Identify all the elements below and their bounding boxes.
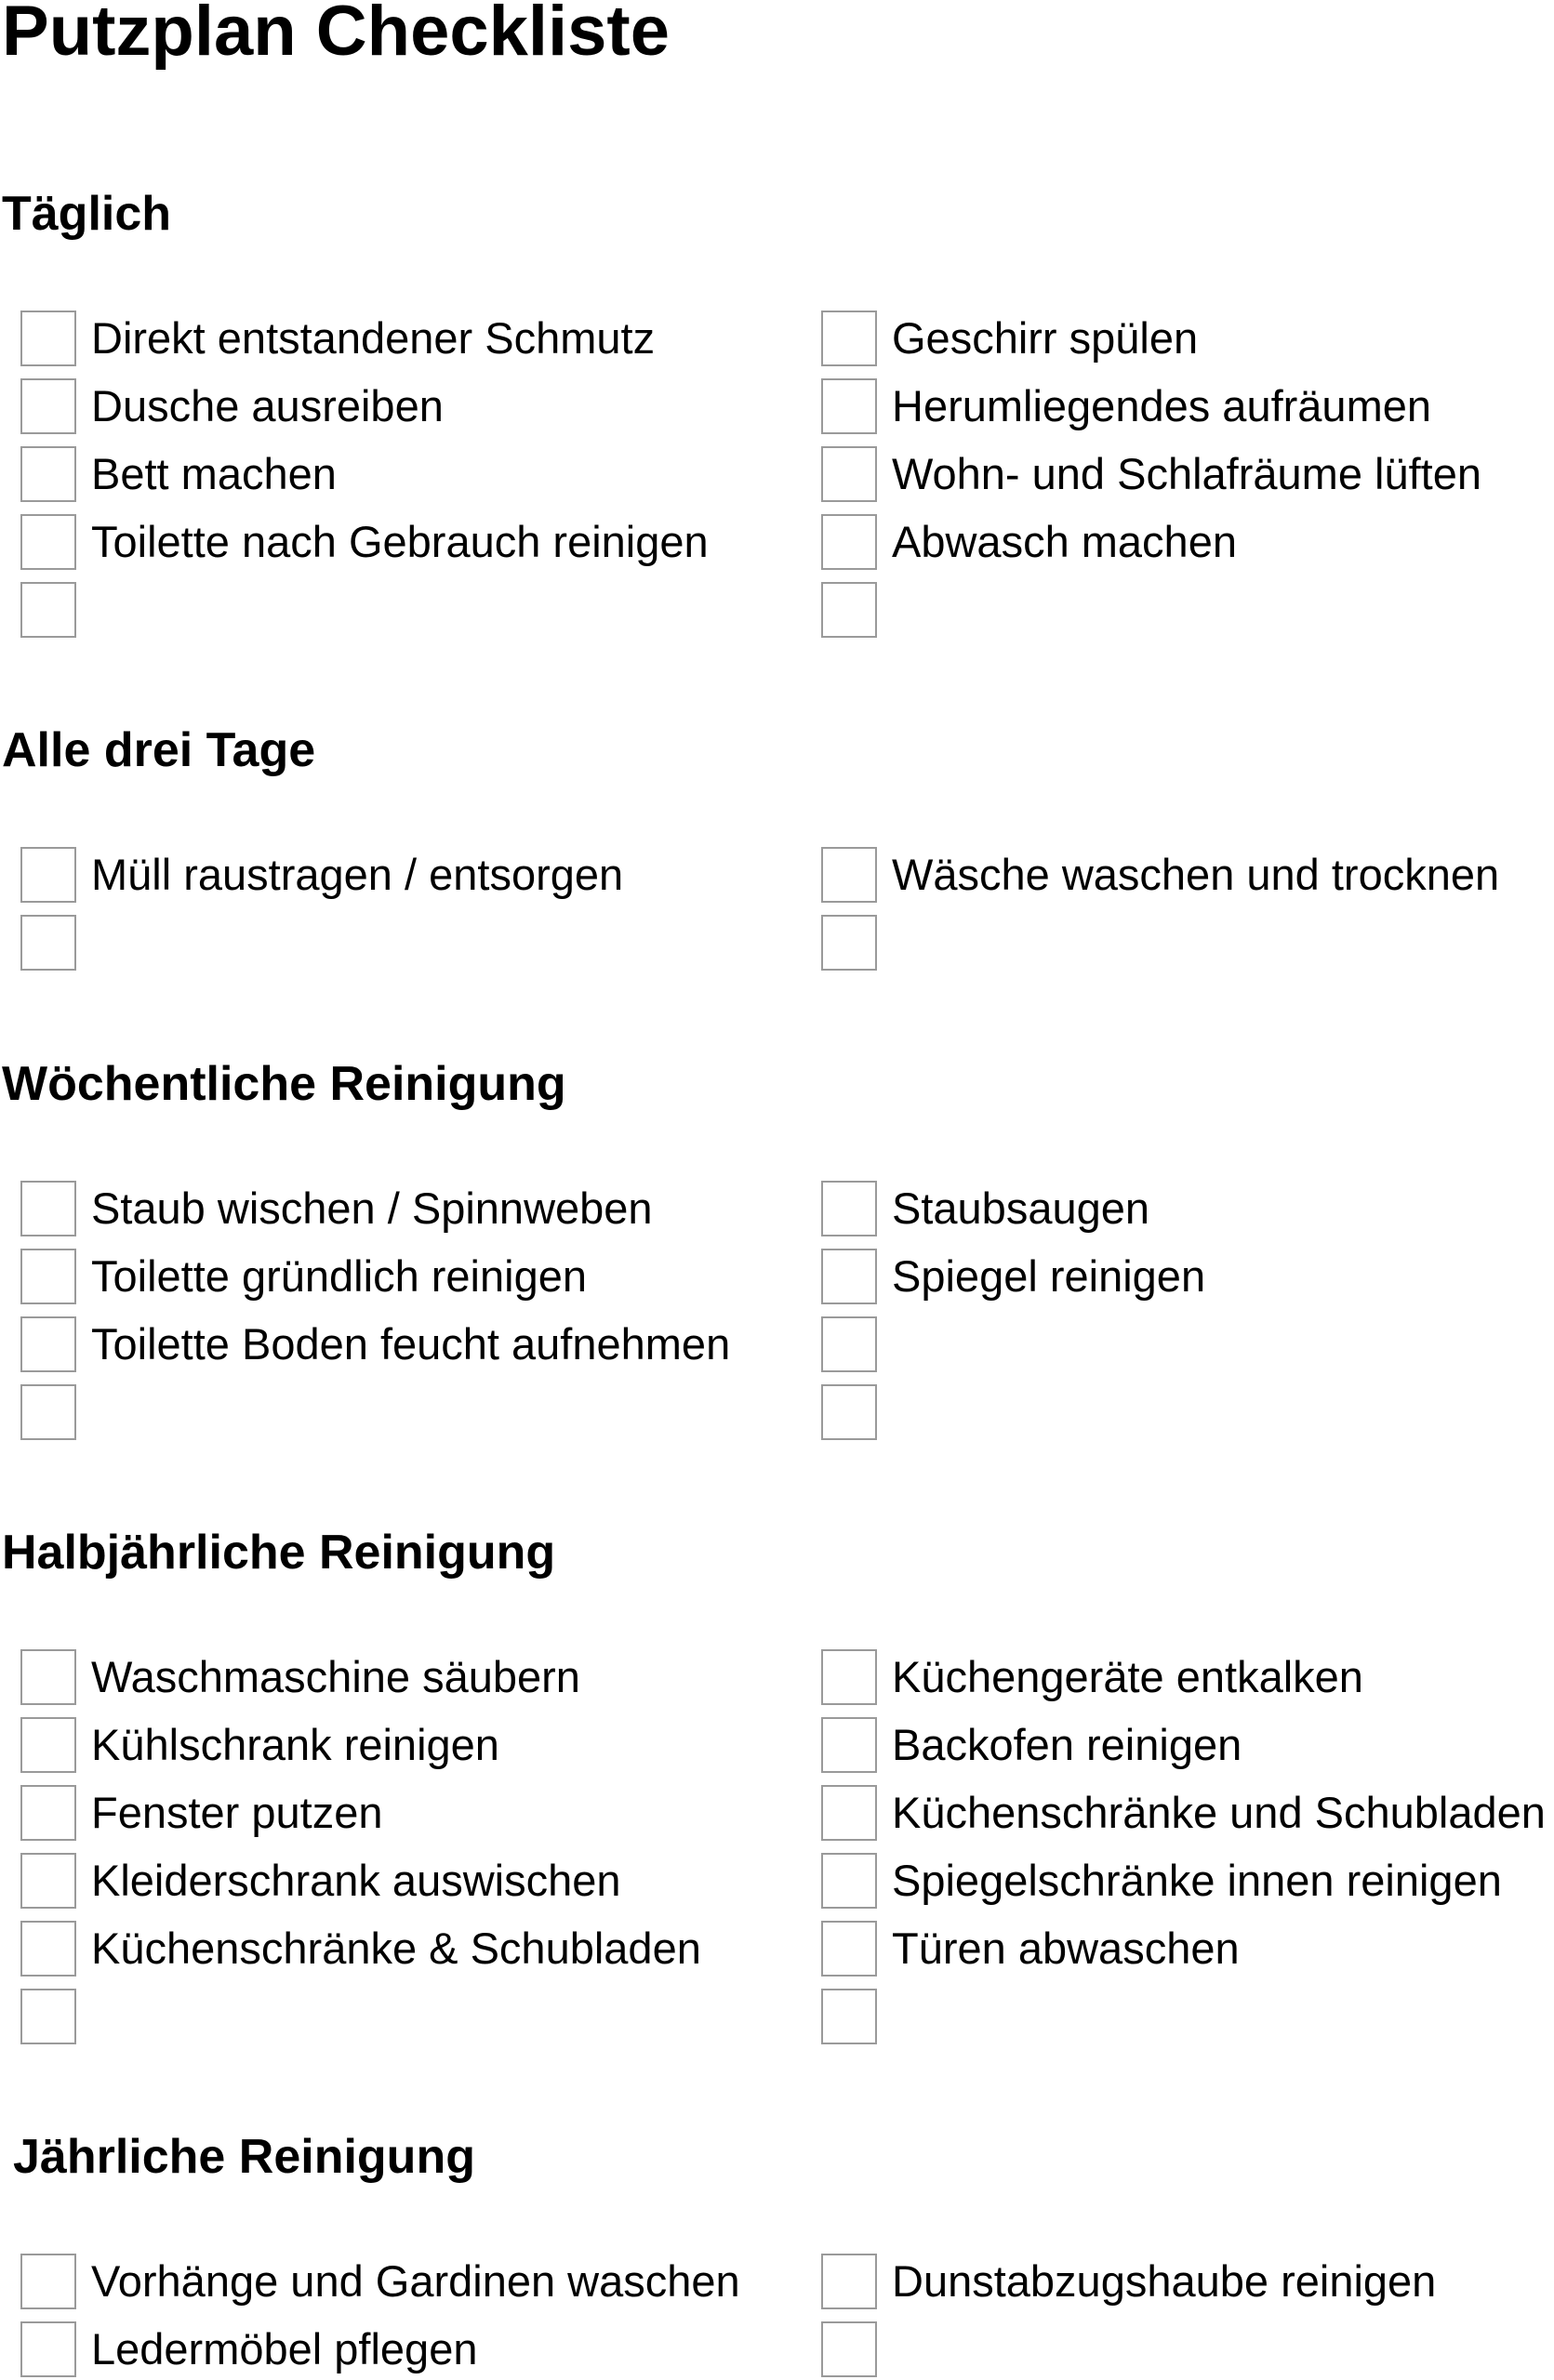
- checklist-item-label: Türen abwaschen: [892, 1924, 1240, 1973]
- checklist-item-label: Abwasch machen: [892, 517, 1237, 566]
- checklist-item-label: Dunstabzugshaube reinigen: [892, 2256, 1437, 2306]
- checkbox[interactable]: [20, 1717, 76, 1773]
- checkbox[interactable]: [20, 378, 76, 434]
- checkbox[interactable]: [20, 1853, 76, 1909]
- checkbox[interactable]: [20, 1181, 76, 1236]
- checkbox[interactable]: [20, 915, 76, 971]
- checklist-item[interactable]: [821, 1784, 1546, 1842]
- checklist-item[interactable]: [20, 1180, 653, 1237]
- checklist-item[interactable]: [20, 1383, 76, 1441]
- checklist-item[interactable]: [20, 1316, 730, 1373]
- checkbox[interactable]: [821, 1853, 877, 1909]
- checkbox[interactable]: [821, 1649, 877, 1705]
- checkbox[interactable]: [821, 1989, 877, 2044]
- checklist-item[interactable]: [821, 1716, 1242, 1774]
- checkbox[interactable]: [821, 1249, 877, 1304]
- checklist-item[interactable]: [20, 1988, 76, 2045]
- checkbox[interactable]: [20, 2321, 76, 2377]
- checklist-item-label: Staub wischen / Spinnweben: [91, 1183, 653, 1233]
- checklist-item[interactable]: [821, 377, 1431, 435]
- checklist-item-label: Toilette gründlich reinigen: [91, 1251, 587, 1301]
- checkbox[interactable]: [20, 446, 76, 502]
- checklist-item-label: Fenster putzen: [91, 1788, 383, 1837]
- section-heading: Täglich: [2, 187, 172, 241]
- checklist-item-label: Toilette nach Gebrauch reinigen: [91, 517, 709, 566]
- checkbox[interactable]: [20, 1384, 76, 1440]
- checklist-item-label: Staubsaugen: [892, 1183, 1150, 1233]
- checklist-item[interactable]: [821, 1180, 1149, 1237]
- checklist-item-label: Geschirr spülen: [892, 313, 1199, 363]
- checklist-item[interactable]: [20, 1852, 621, 1910]
- checklist-item-label: Wäsche waschen und trocknen: [892, 850, 1500, 899]
- checkbox[interactable]: [821, 847, 877, 903]
- checkbox[interactable]: [821, 582, 877, 638]
- checkbox[interactable]: [821, 311, 877, 366]
- checkbox[interactable]: [821, 446, 877, 502]
- checklist-item-label: Kühlschrank reinigen: [91, 1720, 499, 1769]
- checkbox[interactable]: [20, 847, 76, 903]
- checklist-item[interactable]: [20, 1648, 580, 1706]
- checkbox[interactable]: [20, 1989, 76, 2044]
- checkbox[interactable]: [20, 1921, 76, 1977]
- checklist-item[interactable]: [20, 1716, 499, 1774]
- checklist-item-label: Direkt entstandener Schmutz: [91, 313, 656, 363]
- checkbox[interactable]: [20, 1316, 76, 1372]
- checklist-item-label: Spiegel reinigen: [892, 1251, 1206, 1301]
- checklist-item[interactable]: [20, 310, 655, 367]
- checklist-item[interactable]: [821, 2320, 877, 2378]
- checklist-item[interactable]: [821, 1648, 1363, 1706]
- checklist-item[interactable]: [821, 846, 1499, 904]
- checklist-item-label: Wohn- und Schlafräume lüften: [892, 449, 1481, 498]
- checklist-item-label: Küchengeräte entkalken: [892, 1652, 1363, 1701]
- checklist-item[interactable]: [20, 2320, 477, 2378]
- checklist-item-label: Toilette Boden feucht aufnehmen: [91, 1319, 731, 1368]
- checklist-item[interactable]: [20, 2253, 740, 2310]
- section-heading: Alle drei Tage: [2, 723, 316, 777]
- checklist-item-label: Müll raustragen / entsorgen: [91, 850, 624, 899]
- checklist-item[interactable]: [20, 914, 76, 972]
- checkbox[interactable]: [20, 582, 76, 638]
- checklist-item-label: Waschmaschine säubern: [91, 1652, 580, 1701]
- checkbox[interactable]: [20, 1785, 76, 1841]
- checklist-item-label: Spiegelschränke innen reinigen: [892, 1856, 1502, 1905]
- checklist-item[interactable]: [20, 1248, 587, 1305]
- checkbox[interactable]: [821, 514, 877, 570]
- checklist-item[interactable]: [821, 914, 877, 972]
- checklist-item-label: Herumliegendes aufräumen: [892, 381, 1431, 430]
- checklist-item-label: Küchenschränke & Schubladen: [91, 1924, 701, 1973]
- checklist-item[interactable]: [821, 445, 1481, 503]
- checklist-item[interactable]: [821, 1383, 877, 1441]
- checkbox[interactable]: [821, 1384, 877, 1440]
- checklist-item[interactable]: [821, 1988, 877, 2045]
- checklist-item-label: Vorhänge und Gardinen waschen: [91, 2256, 740, 2306]
- checklist-item[interactable]: [20, 513, 709, 571]
- checkbox[interactable]: [821, 1921, 877, 1977]
- checkbox[interactable]: [821, 1717, 877, 1773]
- checkbox[interactable]: [20, 2254, 76, 2309]
- checklist-item[interactable]: [821, 1920, 1240, 1977]
- checklist-item-label: Bett machen: [91, 449, 337, 498]
- checkbox[interactable]: [821, 378, 877, 434]
- checklist-item[interactable]: [821, 1316, 877, 1373]
- checkbox[interactable]: [821, 1316, 877, 1372]
- section-heading: Halbjährliche Reinigung: [2, 1526, 556, 1580]
- checklist-item[interactable]: [821, 2253, 1436, 2310]
- checklist-item-label: Ledermöbel pflegen: [91, 2324, 478, 2373]
- checklist-item[interactable]: [20, 1920, 701, 1977]
- checklist-item[interactable]: [20, 377, 444, 435]
- checklist-item[interactable]: [821, 1248, 1205, 1305]
- checklist-item-label: Küchenschränke und Schubladen: [892, 1788, 1546, 1837]
- checkbox[interactable]: [821, 2254, 877, 2309]
- checklist-item[interactable]: [821, 581, 877, 639]
- section-heading: Jährliche Reinigung: [13, 2130, 475, 2184]
- checklist-item[interactable]: [821, 1852, 1502, 1910]
- checklist-item[interactable]: [20, 445, 337, 503]
- checkbox[interactable]: [821, 915, 877, 971]
- checklist-item-label: Kleiderschrank auswischen: [91, 1856, 621, 1905]
- checklist-item[interactable]: [20, 1784, 383, 1842]
- page-title: Putzplan Checkliste: [2, 0, 670, 71]
- section-heading: Wöchentliche Reinigung: [2, 1057, 566, 1111]
- checklist-item[interactable]: [821, 310, 1198, 367]
- checklist-item[interactable]: [821, 513, 1237, 571]
- checkbox[interactable]: [821, 2321, 877, 2377]
- checkbox[interactable]: [20, 1649, 76, 1705]
- checklist-item-label: Backofen reinigen: [892, 1720, 1242, 1769]
- checkbox[interactable]: [20, 1249, 76, 1304]
- checkbox[interactable]: [821, 1785, 877, 1841]
- checkbox[interactable]: [20, 514, 76, 570]
- checklist-item-label: Dusche ausreiben: [91, 381, 444, 430]
- checklist-item[interactable]: [20, 846, 623, 904]
- checklist-item[interactable]: [20, 581, 76, 639]
- checkbox[interactable]: [821, 1181, 877, 1236]
- checkbox[interactable]: [20, 311, 76, 366]
